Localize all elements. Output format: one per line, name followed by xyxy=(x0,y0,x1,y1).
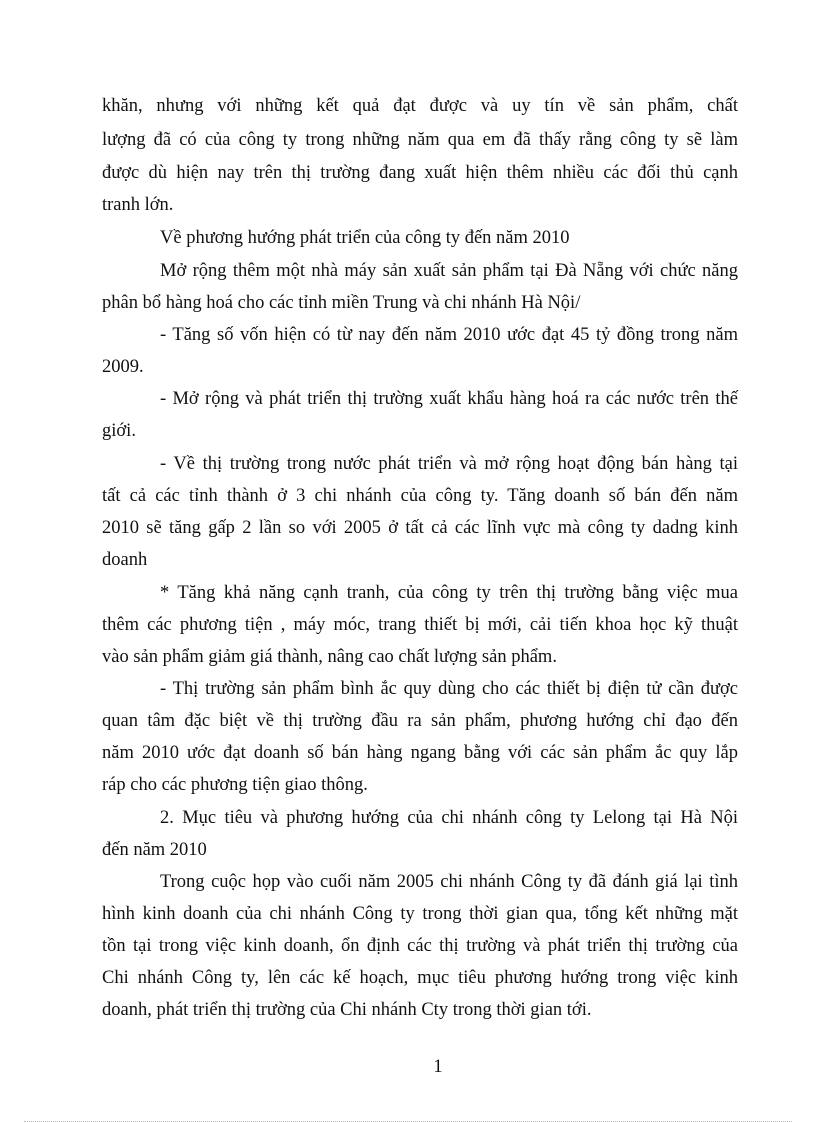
text-line: - Tăng số vốn hiện có từ nay đến năm 2010 ước đạt 45 tỷ đồng trong năm xyxy=(160,325,738,345)
text-line: hình kinh doanh của chi nhánh Công ty trong thời gian qua, tổng kết những mặt xyxy=(102,904,738,924)
text-line: giới. xyxy=(102,421,136,441)
text-line: lượng đã có của công ty trong những năm qua em đã thấy rằng công ty sẽ làm xyxy=(102,130,738,150)
text-line: vào sản phẩm giảm giá thành, nâng cao chất lượng sản phẩm. xyxy=(102,647,557,667)
page-number: 1 xyxy=(433,1057,443,1077)
text-line: * Tăng khả năng cạnh tranh, của công ty trên thị trường bằng việc mua xyxy=(160,583,738,603)
text-line: doanh, phát triển thị trường của Chi nhánh Cty trong thời gian tới. xyxy=(102,1000,592,1020)
text-line: được dù hiện nay trên thị trường đang xuất hiện thêm nhiều các đối thủ cạnh xyxy=(102,163,738,183)
text-line: doanh xyxy=(102,550,148,570)
text-line: Trong cuộc họp vào cuối năm 2005 chi nhánh Công ty đã đánh giá lại tình xyxy=(160,872,738,892)
text-line: tranh lớn. xyxy=(102,195,174,215)
text-line: - Về thị trường trong nước phát triển và mở rộng hoạt động bán hàng tại xyxy=(160,454,738,474)
text-line: - Thị trường sản phẩm bình ắc quy dùng cho các thiết bị điện tử cần được xyxy=(160,679,738,699)
text-line: ráp cho các phương tiện giao thông. xyxy=(102,775,368,795)
text-line: - Mở rộng và phát triển thị trường xuất khẩu hàng hoá ra các nước trên thế xyxy=(160,389,738,409)
text-line: 2009. xyxy=(102,357,144,377)
text-line: năm 2010 ước đạt doanh số bán hàng ngang bằng với các sản phẩm ắc quy lắp xyxy=(102,743,738,763)
text-line: 2010 sẽ tăng gấp 2 lần so với 2005 ở tất cả các lĩnh vực mà công ty dadng kinh xyxy=(102,518,738,538)
text-line: khăn, nhưng với những kết quả đạt được và uy tín về sản phẩm, chất xyxy=(102,96,738,116)
section-heading: đến năm 2010 xyxy=(102,840,207,860)
text-line: Về phương hướng phát triển của công ty đến năm 2010 xyxy=(160,228,570,248)
text-line: tất cả các tỉnh thành ở 3 chi nhánh của công ty. Tăng doanh số bán đến năm xyxy=(102,486,738,506)
section-heading: 2. Mục tiêu và phương hướng của chi nhánh công ty Lelong tại Hà Nội xyxy=(160,808,738,828)
text-line: Chi nhánh Công ty, lên các kế hoạch, mục tiêu phương hướng trong việc kinh xyxy=(102,968,738,988)
text-line: Mở rộng thêm một nhà máy sản xuất sản phẩm tại Đà Nẵng với chức năng xyxy=(160,261,738,281)
text-line: tồn tại trong việc kinh doanh, ổn định các thị trường và phát triển thị trường của xyxy=(102,936,738,956)
text-line: quan tâm đặc biệt về thị trường đầu ra sản phẩm, phương hướng chỉ đạo đến xyxy=(102,711,738,731)
text-line: phân bổ hàng hoá cho các tỉnh miền Trung và chi nhánh Hà Nội/ xyxy=(102,293,581,313)
text-line: thêm các phương tiện , máy móc, trang thiết bị mới, cải tiến khoa học kỹ thuật xyxy=(102,615,738,635)
page-bottom-divider xyxy=(24,1121,792,1122)
